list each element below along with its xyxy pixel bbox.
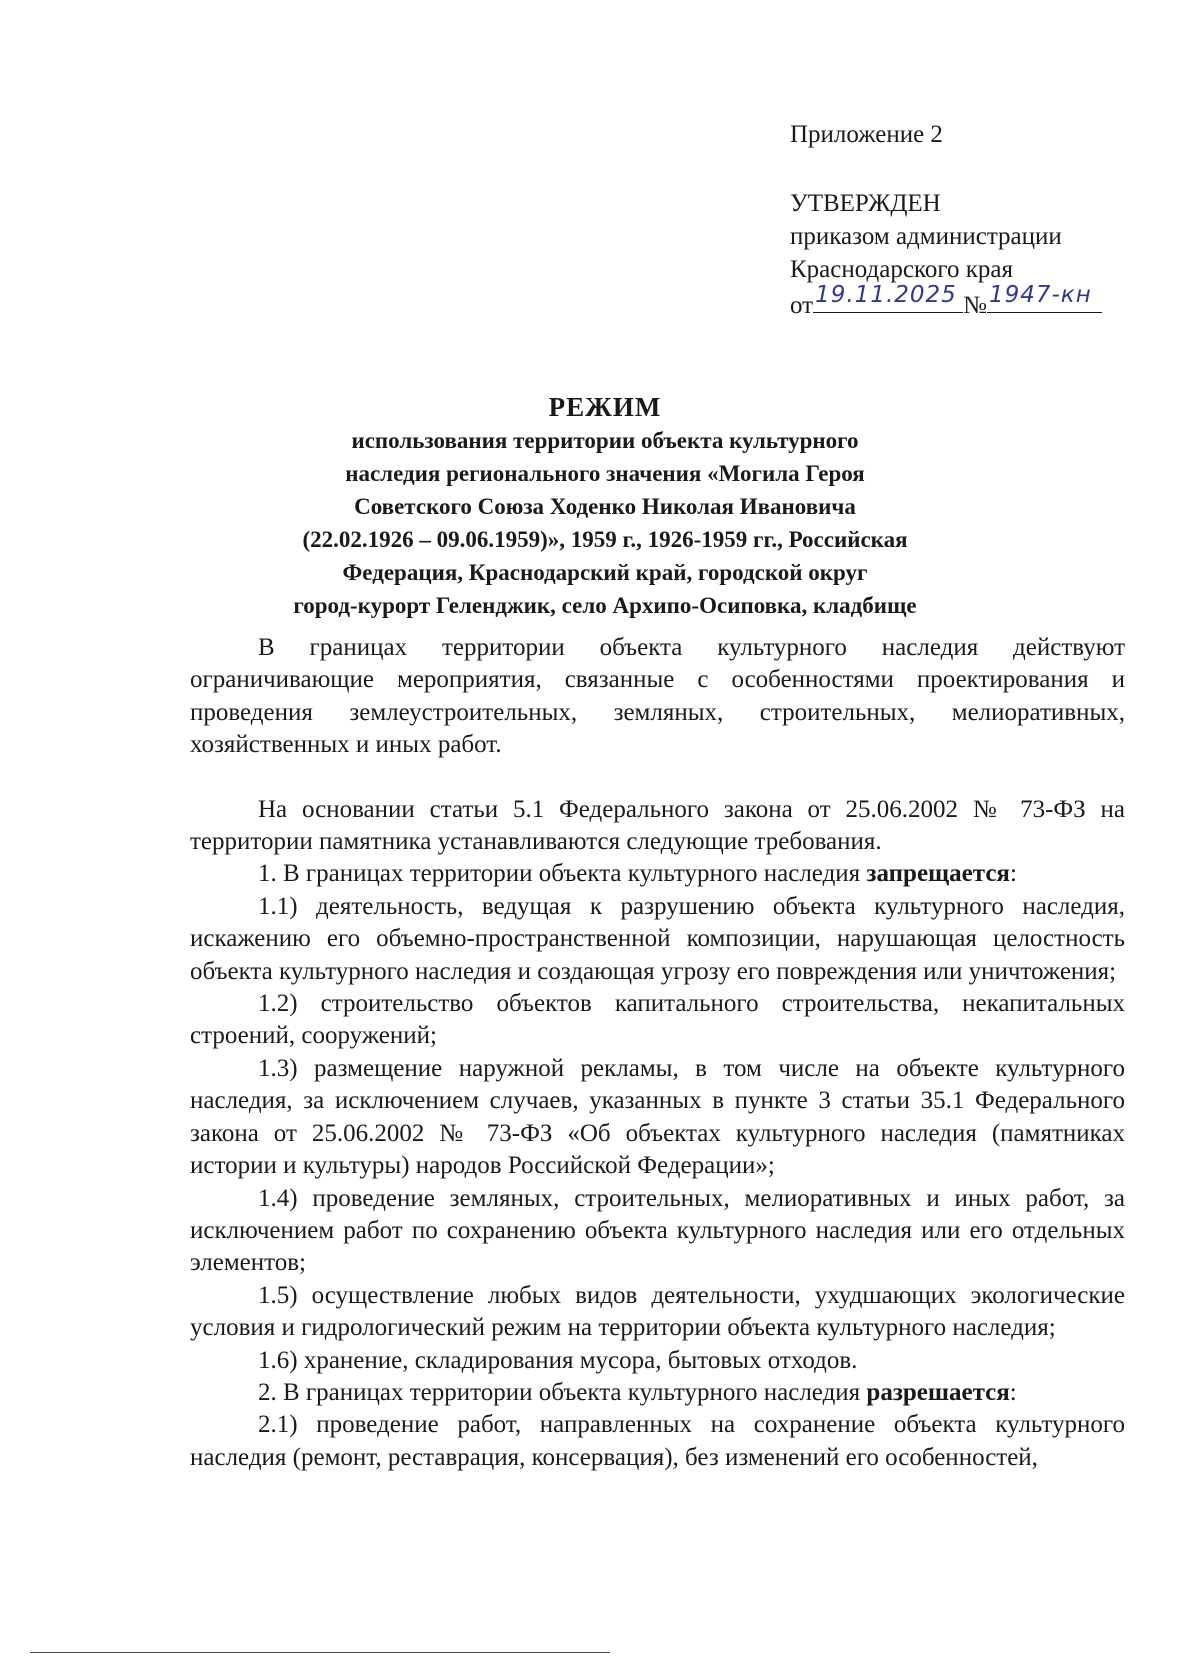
item-1-3: 1.3) размещение наружной рекламы, в том числе на объекте культурного наследия, за исключением случаев, указанных в пункте 3 статьи 35.1 Федерального закона от 25.06.2002 № 73-ФЗ «Об объектах культурного наследия (памятниках истории и культуры) народов Российской Федерации»; [190,1054,1125,1180]
item-1-5: 1.5) осуществление любых видов деятельности, ухудшающих экологические условия и гидрологический режим на территории объекта культурного наследия; [190,1281,1125,1342]
item-2-text: 2. В границах территории объекта культурного наследия [258,1378,867,1406]
number-label: № [963,292,987,319]
item-1-bold: запрещается [866,860,1010,888]
item-2-bold: разрешается [866,1378,1010,1406]
item-1-6: 1.6) хранение, складирования мусора, бытовых отходов. [258,1346,858,1374]
approval-line-1: приказом администрации [790,223,1062,250]
number-field [987,282,1102,313]
subtitle-line: Федерация, Краснодарский край, городской округ [342,560,868,585]
subtitle-line: (22.02.1926 – 09.06.1959)», 1959 г., 1926-1959 гг., Российская [302,527,908,552]
date-field [813,282,963,313]
item-1-text: 1. В границах территории объекта культурного наследия [258,860,867,888]
document-title-block [150,390,1060,622]
item-1-1: 1.1) деятельность, ведущая к разрушению объекта культурного наследия, искажению его объемно-пространственной композиции, нарушающая целостность объекта культурного наследия и создающая угрозу его повреждения или уничтожения; [190,892,1125,985]
subtitle-line: использования территории объекта культурного [351,428,859,453]
item-1-4: 1.4) проведение земляных, строительных, мелиоративных и иных работ, за исключением работ по сохранению объекта культурного наследия или его отдельных элементов; [190,1184,1125,1277]
handwritten-number: 1947-кн [988,282,1092,308]
approved-heading: УТВЕРЖДЕН [790,190,941,217]
intro-paragraph: В границах территории объекта культурного наследия действуют ограничивающие мероприятия, связанные с особенностями проектирования и проведения землеустроительных, земляных, строительных, мелиоративных, хозяйственных и иных работ. [190,634,1125,759]
document-title: РЕЖИМ [548,392,662,422]
appendix-label: Приложение 2 [790,121,943,148]
item-1-heading [190,858,1125,890]
document-body [190,632,1125,1474]
item-2-1: 2.1) проведение работ, направленных на сохранение объекта культурного наследия (ремонт, реставрация, консервация), без изменений его особенностей, [190,1411,1125,1471]
approval-stamp-block [790,118,1102,322]
item-1-2: 1.2) строительство объектов капитального строительства, некапитальных строений, сооружений; [190,990,1125,1050]
footer-divider [30,1652,610,1653]
order-date-number-line [790,282,1102,322]
basis-paragraph: На основании статьи 5.1 Федерального закона от 25.06.2002 № 73-ФЗ на территории памятника устанавливаются следующие требования. [190,795,1125,856]
item-1-colon: : [1009,860,1017,888]
subtitle-line: город-курорт Геленджик, село Архипо-Осиповка, кладбище [293,593,917,618]
subtitle-line: Советского Союза Ходенко Николая Ивановича [354,494,856,519]
item-2-colon: : [1009,1378,1017,1406]
subtitle-line: наследия регионального значения «Могила Героя [345,461,865,486]
handwritten-date: 19.11.2025 [815,282,957,308]
approval-line-2: Краснодарского края [790,256,1013,283]
from-label: от [790,292,814,319]
item-2-heading [190,1377,1125,1409]
document-subtitle [150,424,1060,622]
